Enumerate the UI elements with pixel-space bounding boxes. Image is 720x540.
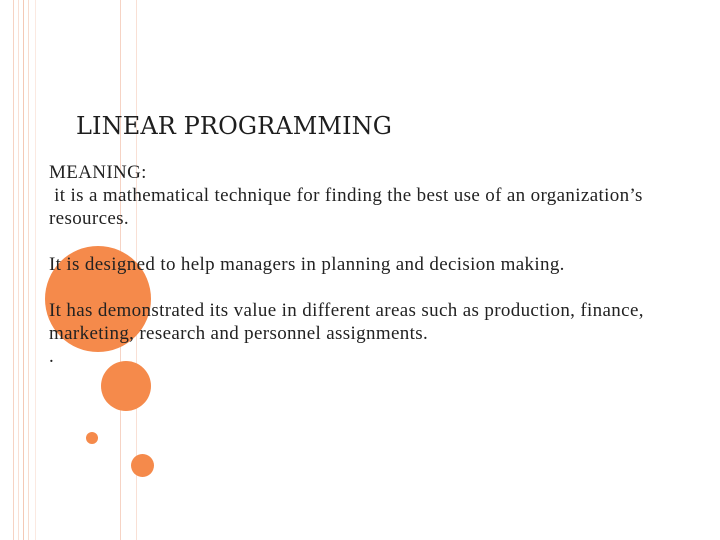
decorative-stripe (13, 0, 14, 540)
slide-body (49, 161, 679, 368)
purpose-paragraph: It is designed to help managers in planning and decision making. (49, 254, 565, 275)
meaning-heading: MEANING: (49, 162, 147, 183)
decorative-circle-small (86, 432, 98, 444)
decorative-circle-small-2 (131, 454, 154, 477)
decorative-circle-medium (101, 361, 151, 411)
applications-paragraph: It has demonstrated its value in different areas such as production, finance, marketing, research and personnel assignments. (49, 300, 644, 344)
decorative-stripe (28, 0, 29, 540)
trailing-mark: . (49, 346, 55, 367)
decorative-stripe (18, 0, 19, 540)
slide-title: LINEAR PROGRAMMING (76, 112, 393, 140)
decorative-stripe (35, 0, 36, 540)
definition-paragraph: it is a mathematical technique for finding the best use of an organization’s resources. (49, 185, 648, 229)
decorative-stripe (23, 0, 24, 540)
